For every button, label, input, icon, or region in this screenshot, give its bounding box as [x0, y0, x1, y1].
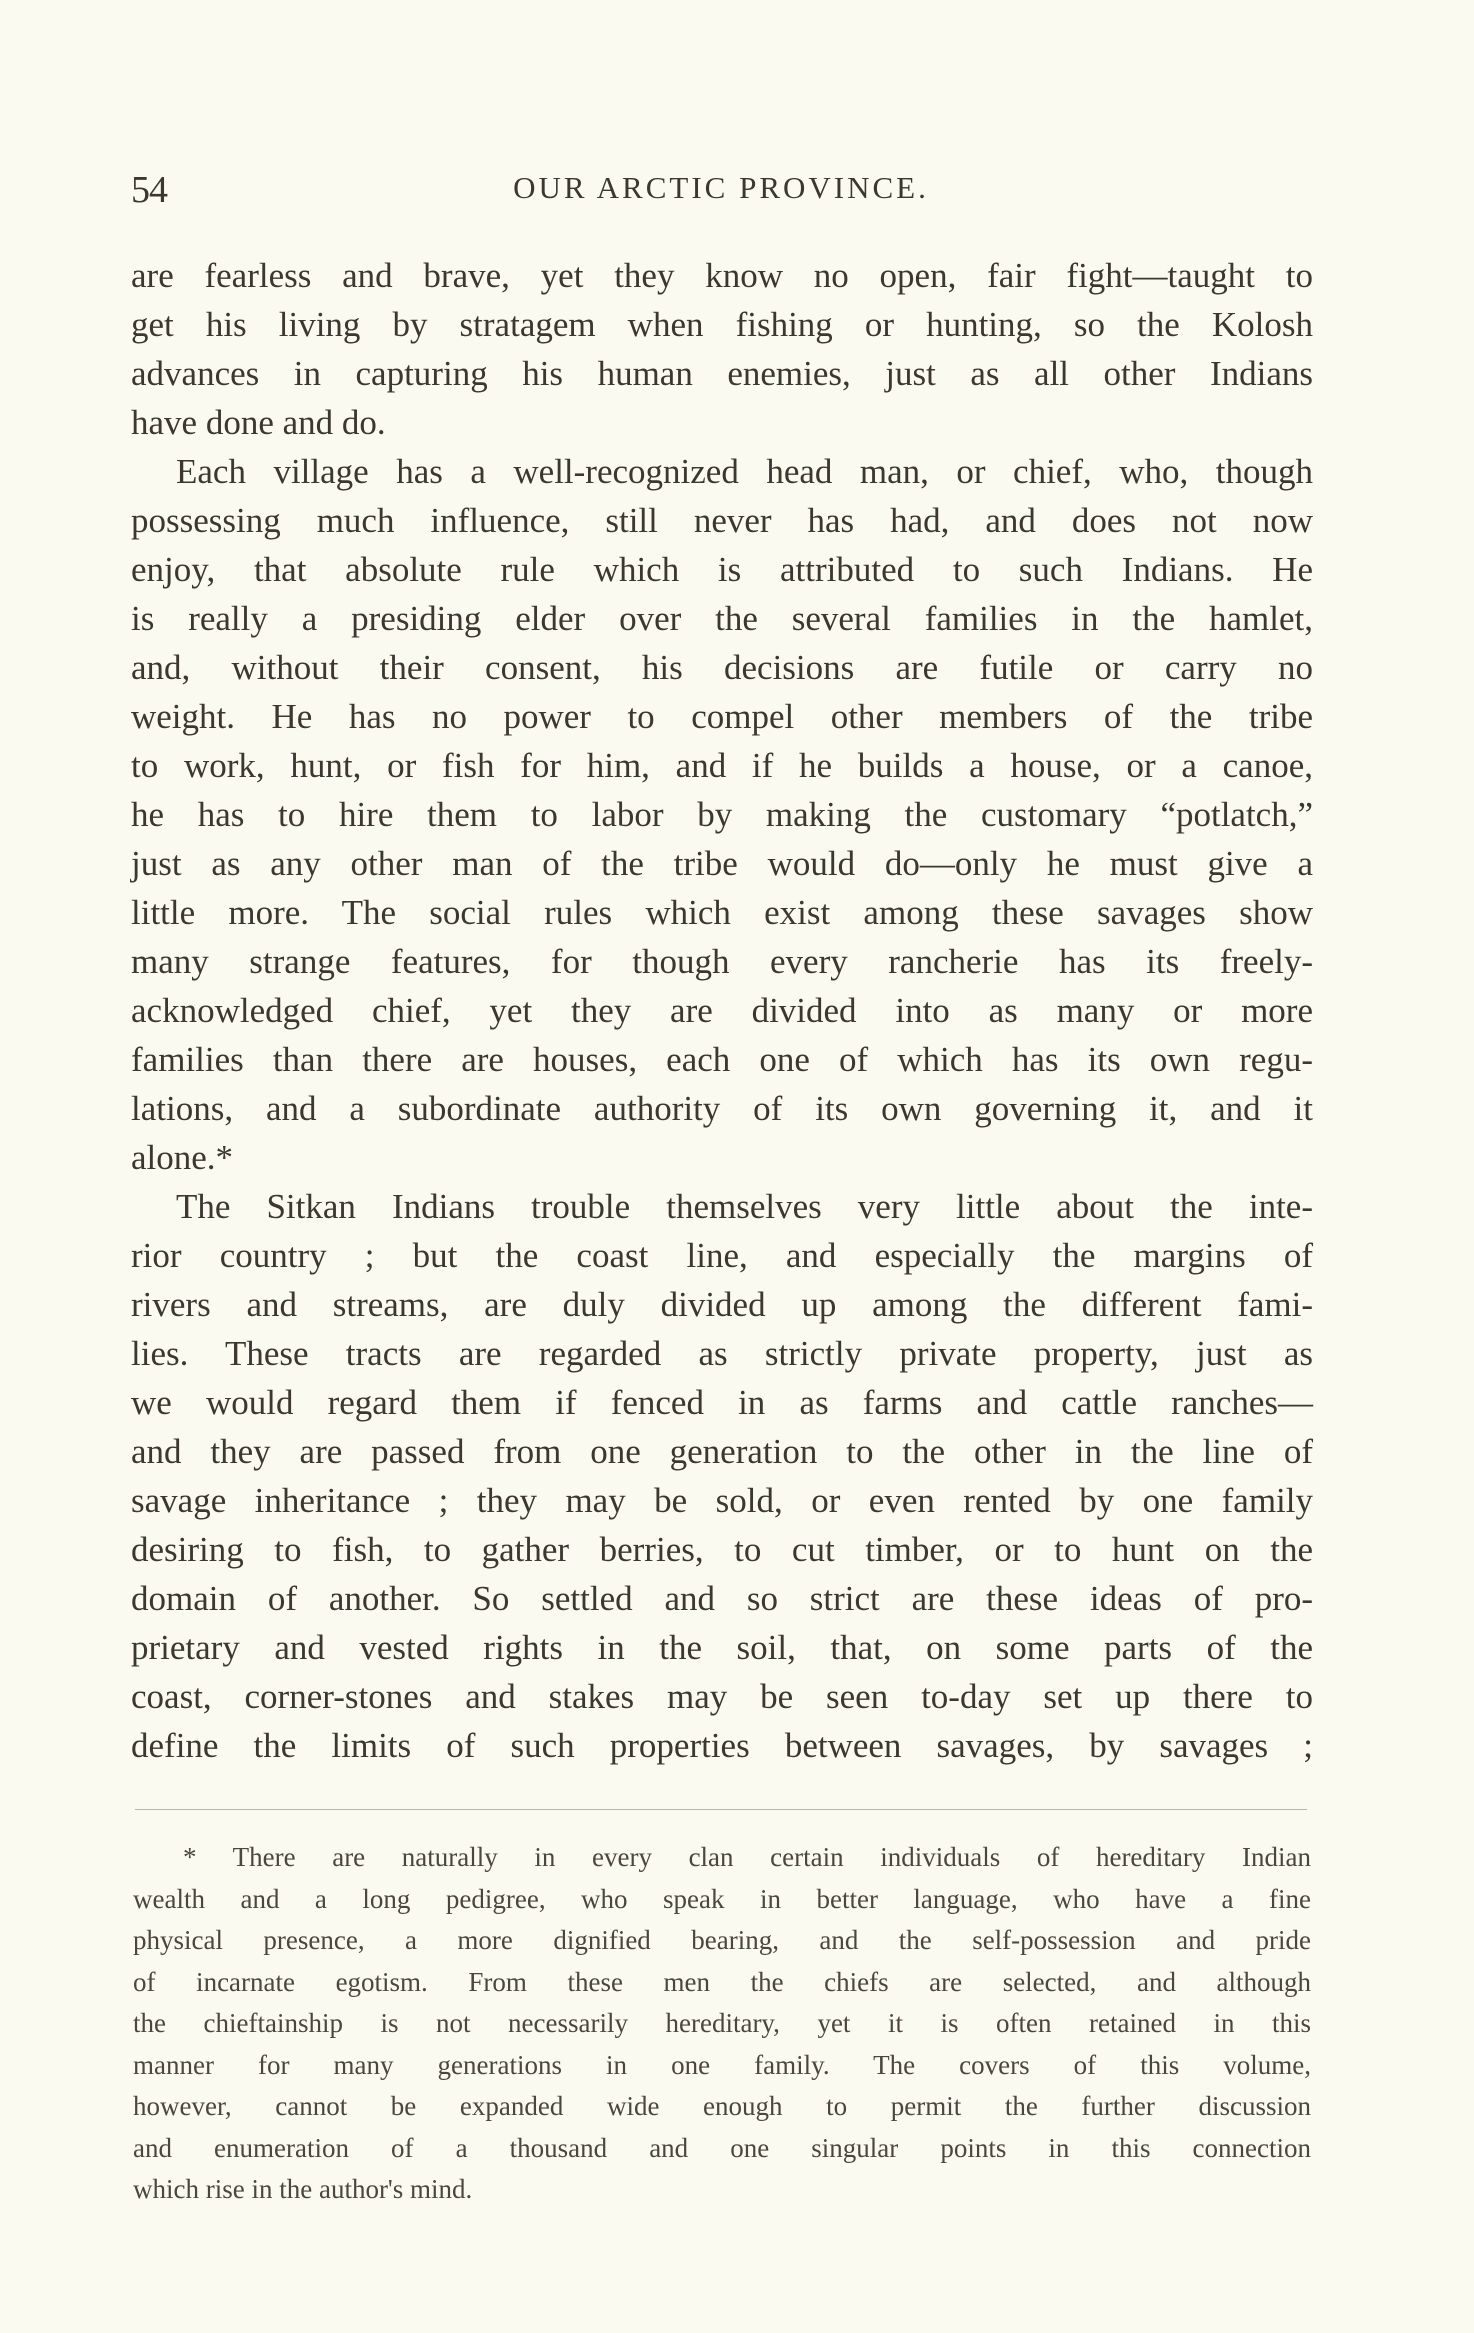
text-line	[131, 1231, 1313, 1280]
footnote-line-text: manner for many generations in one family. The covers of this volume,	[133, 2049, 1311, 2080]
text-line	[131, 300, 1313, 349]
text-line	[131, 986, 1313, 1035]
text-line-text: many strange features, for though every rancherie has its freely-	[131, 942, 1313, 981]
text-line-text: advances in capturing his human enemies, just as all other Indians	[131, 354, 1313, 393]
footnote-line	[133, 2086, 1311, 2128]
page-number: 54	[131, 169, 167, 211]
footnote-line-text: of incarnate egotism. From these men the chiefs are selected, and although	[133, 1966, 1311, 1997]
text-line	[131, 594, 1313, 643]
text-line-text: he has to hire them to labor by making the customary “potlatch,”	[131, 795, 1313, 834]
text-line-text: Each village has a well-recognized head man, or chief, who, though	[176, 452, 1313, 491]
text-line-text: little more. The social rules which exist among these savages show	[131, 893, 1313, 932]
text-line-text: have done and do.	[131, 403, 386, 442]
text-line-text: domain of another. So settled and so strict are these ideas of pro-	[131, 1579, 1313, 1618]
text-line-text: lations, and a subordinate authority of its own governing it, and it	[131, 1089, 1313, 1128]
text-line-text: prietary and vested rights in the soil, that, on some parts of the	[131, 1628, 1313, 1667]
text-line-text: alone.*	[131, 1138, 234, 1177]
text-line-text: savage inheritance ; they may be sold, or even rented by one family	[131, 1481, 1313, 1520]
text-line-text: rivers and streams, are duly divided up among the different fami-	[131, 1285, 1313, 1324]
text-line	[131, 1623, 1313, 1672]
text-line	[131, 349, 1313, 398]
text-line	[131, 1672, 1313, 1721]
text-line-text: desiring to fish, to gather berries, to cut timber, or to hunt on the	[131, 1530, 1313, 1569]
footnote-line-text: wealth and a long pedigree, who speak in better language, who have a fine	[133, 1883, 1311, 1914]
text-line	[131, 1574, 1313, 1623]
text-line	[131, 790, 1313, 839]
text-line	[131, 888, 1313, 937]
text-line	[131, 496, 1313, 545]
text-line-text: acknowledged chief, yet they are divided into as many or more	[131, 991, 1313, 1030]
text-line	[131, 839, 1313, 888]
text-line-text: get his living by stratagem when fishing or hunting, so the Kolosh	[131, 305, 1313, 344]
footnote-line	[133, 1837, 1311, 1879]
text-line	[131, 447, 1313, 496]
text-line	[131, 1525, 1313, 1574]
text-line	[131, 1280, 1313, 1329]
text-line	[131, 1084, 1313, 1133]
text-line-text: define the limits of such properties between savages, by savages ;	[131, 1726, 1313, 1765]
footnote-divider	[135, 1809, 1307, 1810]
text-line	[131, 1427, 1313, 1476]
text-line-text: is really a presiding elder over the several families in the hamlet,	[131, 599, 1313, 638]
text-line-text: and, without their consent, his decisions are futile or carry no	[131, 648, 1313, 687]
text-line-text: rior country ; but the coast line, and especially the margins of	[131, 1236, 1313, 1275]
text-line	[131, 1378, 1313, 1427]
text-line	[131, 1133, 1313, 1182]
text-line	[131, 692, 1313, 741]
footnote-line-text: which rise in the author's mind.	[133, 2174, 473, 2204]
text-line	[131, 741, 1313, 790]
text-line-text: lies. These tracts are regarded as strictly private property, just as	[131, 1334, 1313, 1373]
footnote-line	[133, 1879, 1311, 1921]
footnote	[133, 1837, 1311, 2211]
body-text	[131, 251, 1313, 1770]
text-line	[131, 1329, 1313, 1378]
text-line-text: families than there are houses, each one of which has its own regu-	[131, 1040, 1313, 1079]
text-line	[131, 643, 1313, 692]
text-line	[131, 1721, 1313, 1770]
text-line-text: are fearless and brave, yet they know no open, fair fight—taught to	[131, 256, 1313, 295]
running-header	[131, 168, 1311, 218]
text-line-text: The Sitkan Indians trouble themselves very little about the inte-	[176, 1187, 1313, 1226]
footnote-line	[133, 2128, 1311, 2170]
footnote-line	[133, 2045, 1311, 2087]
text-line	[131, 937, 1313, 986]
footnote-line	[133, 1920, 1311, 1962]
footnote-line-text: however, cannot be expanded wide enough to permit the further discussion	[133, 2091, 1311, 2121]
text-line	[131, 251, 1313, 300]
text-line	[131, 545, 1313, 594]
text-line-text: just as any other man of the tribe would do—only he must give a	[131, 844, 1313, 883]
text-line	[131, 1476, 1313, 1525]
text-line	[131, 1182, 1313, 1231]
text-line-text: enjoy, that absolute rule which is attributed to such Indians. He	[131, 550, 1313, 589]
footnote-line-text: the chieftainship is not necessarily hereditary, yet it is often retained in this	[133, 2008, 1311, 2038]
footnote-line	[133, 1962, 1311, 2004]
text-line	[131, 1035, 1313, 1084]
text-line-text: weight. He has no power to compel other members of the tribe	[131, 697, 1313, 736]
text-line-text: we would regard them if fenced in as farms and cattle ranches—	[131, 1383, 1313, 1422]
footnote-line-text: * There are naturally in every clan certain individuals of hereditary Indian	[183, 1842, 1311, 1872]
text-line-text: and they are passed from one generation to the other in the line of	[131, 1432, 1313, 1471]
running-title: OUR ARCTIC PROVINCE.	[513, 170, 929, 205]
footnote-line	[133, 2169, 1311, 2211]
text-line-text: coast, corner-stones and stakes may be seen to-day set up there to	[131, 1677, 1313, 1716]
footnote-line-text: and enumeration of a thousand and one singular points in this connection	[133, 2132, 1311, 2163]
footnote-line-text: physical presence, a more dignified bearing, and the self-possession and pride	[133, 1925, 1311, 1955]
footnote-line	[133, 2003, 1311, 2045]
text-line-text: to work, hunt, or fish for him, and if he builds a house, or a canoe,	[131, 746, 1313, 785]
text-line-text: possessing much influence, still never has had, and does not now	[131, 501, 1313, 540]
text-line	[131, 398, 1313, 447]
